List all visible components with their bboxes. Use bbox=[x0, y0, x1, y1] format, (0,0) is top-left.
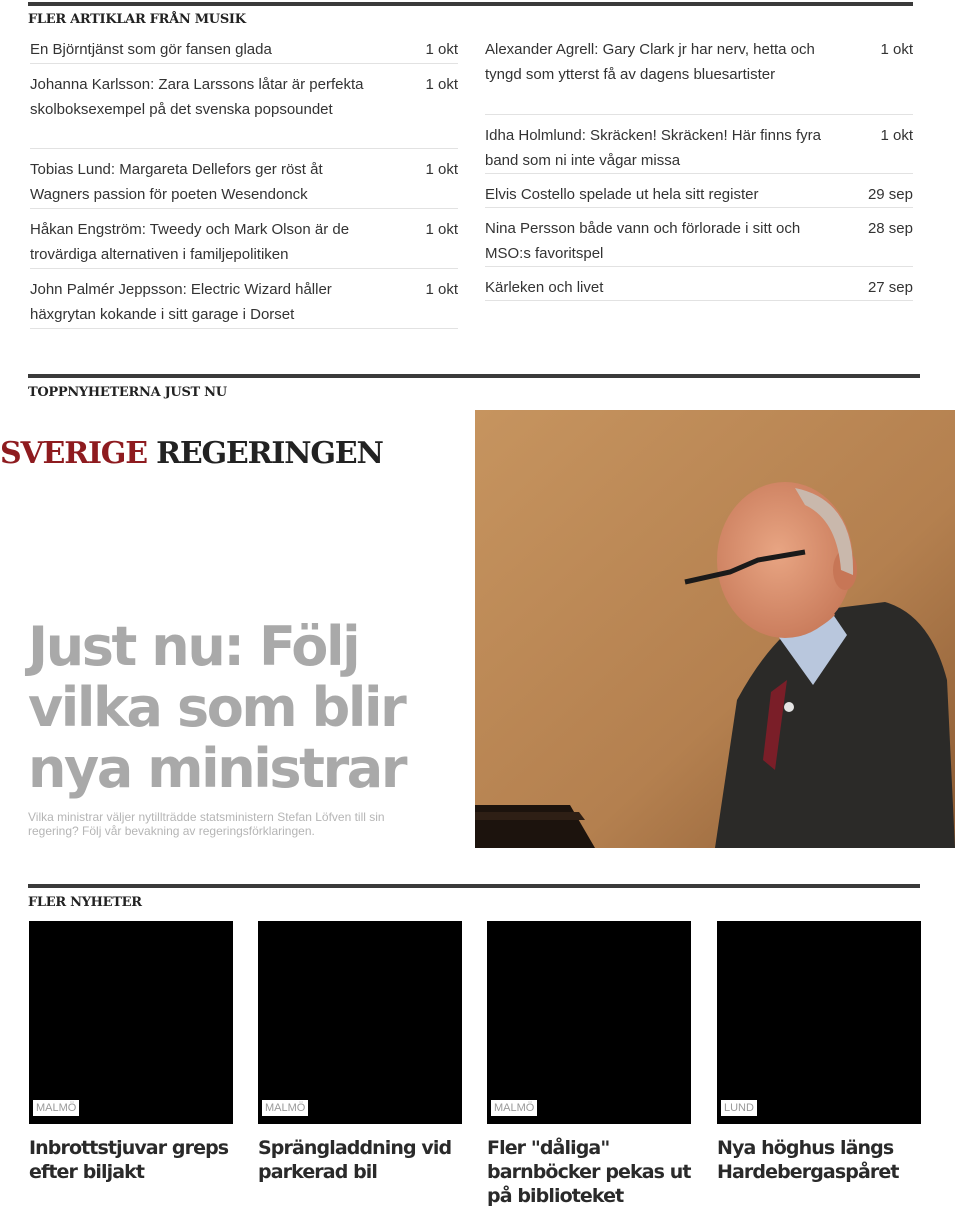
list-item bbox=[485, 115, 913, 174]
kicker-category: SVERIGE bbox=[0, 436, 147, 471]
list-item bbox=[485, 267, 913, 301]
article-link[interactable]: Idha Holmlund: Skräcken! Skräcken! Här finns fyra band som ni inte vågar missa bbox=[485, 127, 821, 169]
article-link[interactable]: Håkan Engström: Tweedy och Mark Olson är de trovärdiga alternativen i familjepolitiken bbox=[30, 221, 350, 263]
kicker-topic: REGERINGEN bbox=[156, 436, 383, 471]
news-card[interactable] bbox=[487, 921, 691, 1208]
article-link[interactable]: Nina Persson både vann och förlorade i sitt och MSO:s favoritspel bbox=[485, 220, 801, 262]
section-title-musik: FLER ARTIKLAR FRÅN MUSIK bbox=[28, 12, 246, 27]
news-card-title[interactable]: Inbrottstjuvar greps efter biljakt bbox=[29, 1137, 229, 1183]
article-date: 1 okt bbox=[880, 127, 913, 144]
location-tag: MALMÖ bbox=[262, 1100, 308, 1116]
news-card-title[interactable]: Nya höghus längs Hardebergaspåret bbox=[717, 1137, 899, 1183]
article-date: 28 sep bbox=[867, 220, 913, 237]
location-tag: MALMÖ bbox=[33, 1100, 79, 1116]
article-link[interactable]: En Björntjänst som gör fansen glada bbox=[30, 41, 272, 58]
list-item bbox=[30, 64, 458, 149]
article-list-right bbox=[485, 37, 913, 301]
article-date: 1 okt bbox=[880, 41, 913, 58]
article-link[interactable]: Tobias Lund: Margareta Dellefors ger röst åt Wagners passion för poeten Wesendonck bbox=[30, 161, 323, 203]
article-link[interactable]: Alexander Agrell: Gary Clark jr har nerv, hetta och tyngd som ytterst få av dagens bluesartister bbox=[485, 41, 815, 83]
news-card-image[interactable] bbox=[29, 921, 233, 1124]
list-item bbox=[30, 149, 458, 209]
section-bar-musik bbox=[28, 2, 913, 6]
top-story-photo[interactable] bbox=[475, 410, 955, 848]
photo-illustration bbox=[475, 410, 955, 848]
list-item bbox=[485, 174, 913, 208]
article-date: 1 okt bbox=[425, 76, 458, 93]
article-date: 27 sep bbox=[867, 279, 913, 296]
news-card[interactable] bbox=[29, 921, 233, 1184]
article-date: 1 okt bbox=[425, 281, 458, 298]
news-card-title[interactable]: Fler "dåliga" barnböcker pekas ut på biblioteket bbox=[487, 1137, 691, 1207]
article-date: 29 sep bbox=[867, 186, 913, 203]
list-item bbox=[485, 208, 913, 267]
news-card-image[interactable] bbox=[258, 921, 462, 1124]
news-card[interactable] bbox=[258, 921, 462, 1184]
location-tag: LUND bbox=[721, 1100, 757, 1116]
section-bar-toppnyheter bbox=[28, 374, 920, 378]
news-card-image[interactable] bbox=[717, 921, 921, 1124]
section-title-fler-nyheter: FLER NYHETER bbox=[28, 895, 142, 910]
news-card[interactable] bbox=[717, 921, 921, 1184]
section-title-toppnyheter: TOPPNYHETERNA JUST NU bbox=[28, 385, 227, 400]
article-date: 1 okt bbox=[425, 41, 458, 58]
article-link[interactable]: Kärleken och livet bbox=[485, 279, 604, 296]
article-link[interactable]: Elvis Costello spelade ut hela sitt register bbox=[485, 186, 759, 203]
article-list-left bbox=[30, 37, 458, 329]
list-item bbox=[485, 37, 913, 115]
story-kicker[interactable] bbox=[0, 436, 383, 471]
news-card-image[interactable] bbox=[487, 921, 691, 1124]
section-bar-fler-nyheter bbox=[28, 884, 920, 888]
article-link[interactable]: John Palmér Jeppsson: Electric Wizard håller häxgrytan kokande i sitt garage i Dorset bbox=[30, 281, 332, 323]
list-item bbox=[30, 209, 458, 269]
list-item bbox=[30, 37, 458, 64]
article-date: 1 okt bbox=[425, 161, 458, 178]
article-date: 1 okt bbox=[425, 221, 458, 238]
news-card-title[interactable]: Sprängladdning vid parkerad bil bbox=[258, 1137, 452, 1183]
location-tag: MALMÖ bbox=[491, 1100, 537, 1116]
top-story-headline[interactable]: Just nu: Följ vilka som blir nya ministrar bbox=[28, 615, 406, 800]
top-story-lead: Vilka ministrar väljer nytillträdde statsministern Stefan Löfven till sin regering? Följ vår bevakning av regeringsförklaringen. bbox=[28, 810, 385, 838]
article-link[interactable]: Johanna Karlsson: Zara Larssons låtar är perfekta skolboksexempel på det svenska popsoundet bbox=[30, 76, 364, 118]
list-item bbox=[30, 269, 458, 329]
